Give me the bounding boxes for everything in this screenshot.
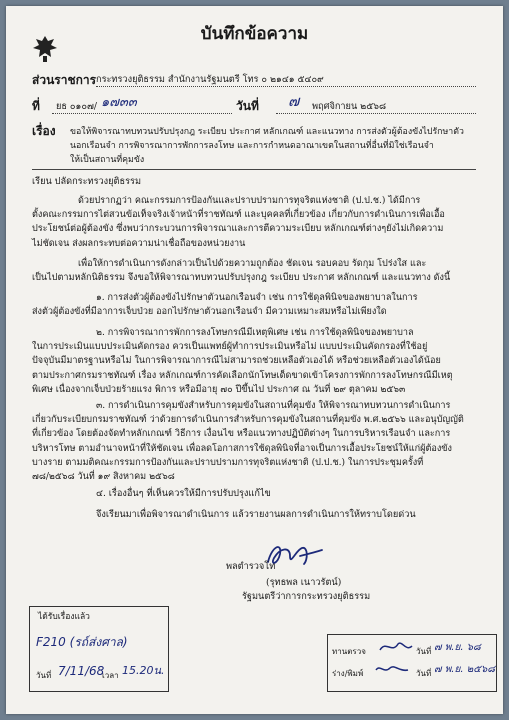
typist-date: ๗ พ.ย. ๒๕๖๘	[434, 664, 495, 675]
date-rest: พฤศจิกายน ๒๕๖๘	[312, 101, 387, 112]
body-item-3: ๓. การดำเนินการคุมขังสำหรับการคุมขังในสถานที่คุมขัง ให้พิจารณาทบทวนการดำเนินการ เกี่ยวกับระเบียบกรมราชทัณฑ์ ว่าด้วยการดำเนินการสำหรับการคุมขังในสถานที่คุมขัง พ.ศ.๒๕๖๖ และอนุบัญญัติ ที่เกี่ยวข้อง โดยต้องจัดทำหลักเกณฑ์ วิธีการ เงื่อนไข หรือแนวทางปฏิบัติต่างๆ ในการบริหารเรือนจำ และการ บริหารโทษ ตามอำนาจหน้าที่ให้ชัดเจน เพื่อลดโอกาสการใช้ดุลพินิจที่อาจเป็นการเอื้อประโยชน์ให้แก่ผู้ต้องขัง บางราย ตามมติคณะกรรมการป้องกันและปราบปรามการทุจริตแห่งชาติ (ป.ป.ช.) ในการประชุมครั้งที่ ๗๘/๒๕๖๘ วันที่ ๑๙ สิงหาคม ๒๕๖๘	[32, 401, 464, 483]
signature-position: รัฐมนตรีว่าการกระทรวงยุติธรรม	[242, 591, 371, 602]
typist-initials-icon	[374, 660, 410, 678]
body-item-4: ๔. เรื่องอื่นๆ ที่เห็นควรให้มีการปรับปรุงแก้ไข	[96, 488, 271, 499]
date-day-handwritten: ๗	[288, 92, 300, 110]
memo-document	[6, 6, 503, 714]
memo-title: บันทึกข้อความ	[200, 24, 309, 44]
body-paragraph-1: ด้วยปรากฏว่า คณะกรรมการป้องกันและปราบปรามการทุจริตแห่งชาติ (ป.ป.ช.) ได้มีการ ตั้งคณะกรรมการไต่สวนข้อเท็จจริงเจ้าหน้าที่ราชทัณฑ์ และบุคคลที่เกี่ยวข้อง เกี่ยวกับการดำเนินการเพื่อเอื้อ ประโยชน์ต่อผู้ต้องขัง ซึ่งพบว่ากระบวนการพิจารณาและการตีความระเบียบ หลักเกณฑ์ต่างๆยังไม่เกิดความ ไม่ชัดเจน ส่งผลกระทบต่อความน่าเชื่อถือของหน่วยงาน	[32, 196, 445, 249]
subject-line-1: ขอให้พิจารณาทบทวนปรับปรุงกฎ ระเบียบ ประกาศ หลักเกณฑ์ และแนวทาง การส่งตัวผู้ต้องขังไปรักษาตัว	[70, 127, 464, 137]
body-item-2: ๒. การพิจารณาการพักการลงโทษกรณีมีเหตุพิเศษ เช่น การใช้ดุลพินิจของพยาบาล ในการประเมินแบบประเมินคัดกรอง ควรเป็นแพทย์ผู้ทำการประเมินหรือไม่ แบบประเมินคัดกรองที่ใช้อยู่ ปัจจุบันมีมาตรฐานหรือไม่ ในการพิจารณาการณีไม่สามารถช่วยเหลือตัวเองได้ หรือช่วยเหลือตัวเองได้น้อย ตามประกาศกรมราชทัณฑ์ เรื่อง หลักเกณฑ์การคัดเลือกนักโทษเด็ดขาดเข้าโครงการพักการลงโทษกรณีมีเหตุ พิเศษ เนื่องจากเจ็บป่วยร้ายแรง พิการ หรือมีอายุ ๗๐ ปีขึ้นไป ประกาศ ณ วันที่ ๒๙ ตุลาคม ๒๕๖๓	[32, 328, 453, 395]
body-item-1: ๑. การส่งตัวผู้ต้องขังไปรักษาตัวนอกเรือนจำ เช่น การใช้ดุลพินิจของพยาบาลในการ ส่งตัวผู้ต้องขังที่มีอาการเจ็บป่วย ออกไปรักษาตัวนอกเรือนจำ มีความเหมาะสมหรือไม่เพียงใด	[32, 293, 418, 318]
received-time-label: เวลา	[102, 671, 119, 680]
received-time-handwritten: 15.20น.	[122, 664, 165, 677]
ref-prefix: ยธ ๐๑๐๗/	[56, 101, 97, 112]
salutation: เรียน ปลัดกระทรวงยุติธรรม	[32, 176, 142, 187]
received-title: ได้รับเรื่องแล้ว	[38, 612, 90, 622]
checker-label: ทานตรวจ	[332, 647, 366, 656]
checker-initials-icon	[378, 638, 414, 656]
typist-date-label: วันที่	[416, 669, 432, 678]
received-note-handwritten: F210 (รถ์ส่งศาล)	[36, 635, 128, 649]
signature-name: (รุทธพล เนาวรัตน์)	[266, 577, 342, 588]
ref-number-handwritten: ๑๗๓๓	[101, 95, 137, 110]
signature-rank: พลตำรวจโท	[226, 561, 276, 572]
agency-value: กระทรวงยุติธรรม สำนักงานรัฐมนตรี โทร ๐ ๒๑๔๑ ๕๔๐๙	[96, 74, 324, 85]
received-date-handwritten: 7/11/68	[58, 664, 105, 678]
date-label: วันที่	[236, 99, 259, 113]
ref-label: ที่	[32, 99, 40, 113]
subject-line-2: นอกเรือนจำ การพิจารณาการพักการลงโทษ และการกำหนดอาณาเขตในสถานที่อื่นที่มิใช่เรือนจำ	[70, 141, 434, 151]
subject-label: เรื่อง	[32, 124, 56, 138]
closing-line: จึงเรียนมาเพื่อพิจารณาดำเนินการ แล้วรายงานผลการดำเนินการให้ทราบโดยด่วน	[96, 509, 416, 520]
subject-line-3: ให้เป็นสถานที่คุมขัง	[70, 155, 145, 165]
agency-label: ส่วนราชการ	[32, 73, 97, 87]
body-paragraph-2: เพื่อให้การดำเนินการดังกล่าวเป็นไปด้วยความถูกต้อง ชัดเจน รอบคอบ รัดกุม โปร่งใส และ เป็นไปตามหลักนิติธรรม จึงขอให้พิจารณาทบทวนปรับปรุงกฎ ระเบียบ ประกาศ หลักเกณฑ์ และแนวทาง ดังนี้	[32, 259, 451, 284]
typist-label: ร่าง/พิมพ์	[332, 669, 364, 678]
checker-date-label: วันที่	[416, 647, 432, 656]
checker-date: ๗ พ.ย. ๖๘	[434, 642, 481, 653]
received-date-label: วันที่	[36, 671, 52, 680]
